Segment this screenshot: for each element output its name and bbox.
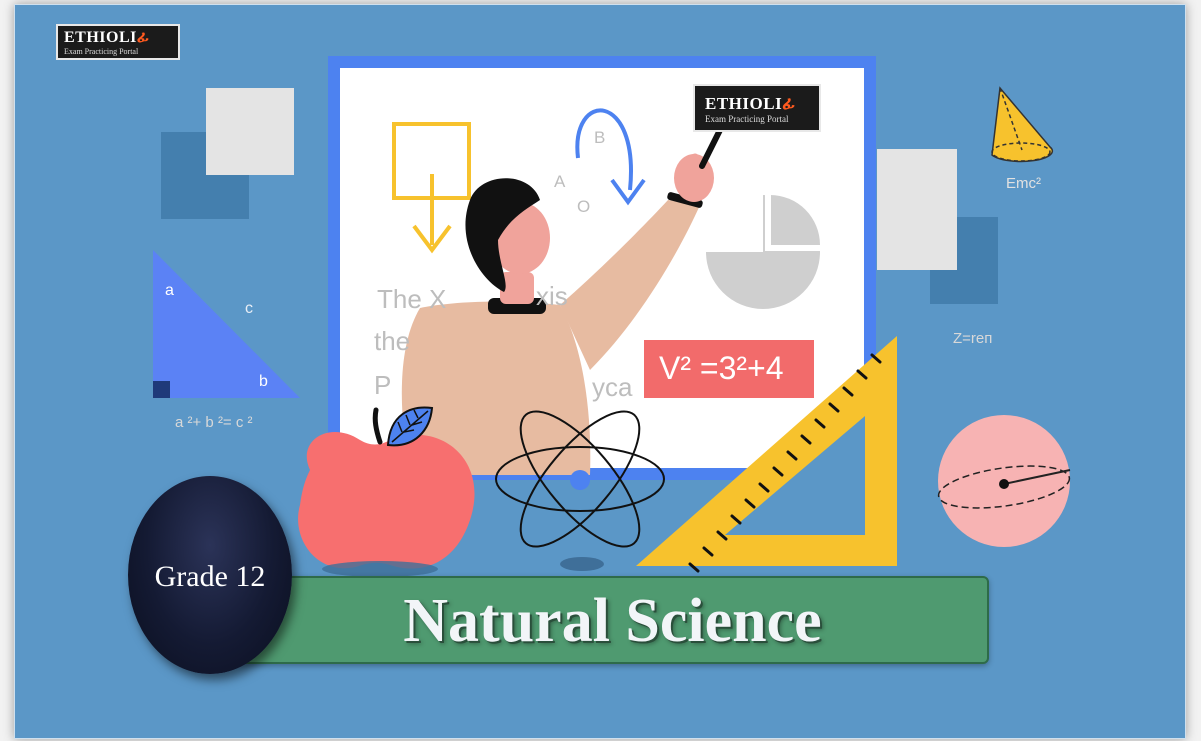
- formula-emc: Emc²: [1006, 175, 1041, 192]
- board-text-line2: the: [374, 326, 411, 356]
- board-letter-a: A: [554, 172, 566, 191]
- pythagorean-formula: a ²+ b ²= c ²: [175, 414, 253, 431]
- board-text-line3-left: P: [374, 370, 392, 400]
- board-text-line1-right: xis: [536, 281, 568, 311]
- brand-name: ETHIOLI: [64, 29, 137, 46]
- board-formula-box: [644, 340, 814, 398]
- title-banner: [236, 576, 989, 664]
- board-brand-name: ETHIOLI: [705, 94, 783, 113]
- board-brand-name-accent: ፊ: [782, 94, 796, 113]
- right-angle-marker: [153, 381, 170, 398]
- board-letter-o: O: [577, 197, 591, 216]
- brand-name-accent: ፊ: [136, 29, 150, 46]
- formula-z: Z=reᴨ: [953, 330, 993, 347]
- decor-square-light-right: [877, 149, 957, 270]
- grade-badge: [128, 476, 292, 674]
- board-logo-title: [705, 94, 795, 114]
- decor-square-light-left: [206, 88, 294, 175]
- sphere-icon: [936, 415, 1072, 547]
- board-logo: [693, 84, 821, 132]
- right-triangle-icon: [153, 250, 300, 398]
- triangle-label-b: b: [259, 373, 268, 390]
- banner-title: Natural Science: [403, 587, 822, 655]
- board-formula: V² =3²+4: [659, 350, 784, 386]
- cone-icon: [992, 88, 1052, 161]
- board-text-line3-right: yca: [592, 372, 633, 402]
- triangle-label-a: a: [165, 282, 174, 299]
- board-letter-b: B: [594, 128, 606, 147]
- board-text-line1-left: The X: [377, 284, 447, 314]
- grade-badge-label: Grade 12: [154, 560, 266, 593]
- triangle-label-c: c: [245, 300, 253, 317]
- brand-tagline: Exam Practicing Portal: [64, 47, 139, 56]
- board-brand-tagline: Exam Practicing Portal: [705, 114, 789, 124]
